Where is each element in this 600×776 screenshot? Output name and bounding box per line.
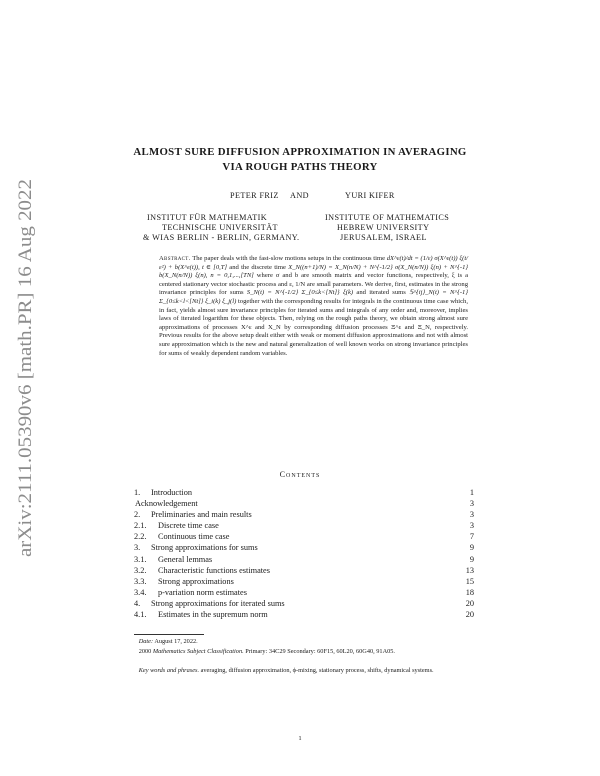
toc-entry-title: Continuous time case [158, 532, 230, 542]
toc-entry-number: 3.4. [134, 587, 147, 597]
toc-entry-title: Discrete time case [158, 521, 219, 531]
toc-entry-number: 1. [134, 488, 141, 497]
toc-entry-title: Strong approximations for iterated sums [151, 598, 285, 608]
toc-entry-number: 3. [134, 543, 141, 553]
toc-entry-title: Characteristic functions estimates [158, 565, 270, 575]
toc-entry[interactable] [134, 520, 474, 531]
footnote-rule [134, 634, 204, 635]
toc-entry-title: General lemmas [158, 554, 213, 564]
paper-title-line-2: VIA ROUGH PATHS THEORY [222, 161, 378, 173]
toc-entry-title: Strong approximations for sums [151, 543, 258, 553]
affiliation-right-line-1: INSTITUTE OF MATHEMATICS [325, 213, 450, 222]
toc-entry-title: Introduction [151, 488, 193, 497]
toc-entry-page: 20 [465, 598, 474, 608]
toc-entry-page: 3 [469, 499, 474, 509]
author-conjunction: AND [290, 191, 309, 200]
page-number: 1 [298, 735, 302, 742]
affiliation-left-line-3: & WIAS BERLIN - BERLIN, GERMANY. [143, 233, 300, 242]
footnote-msc-text: Primary: 34C29 Secondary: 60F15, 60L20, 60G40, 91A05. [245, 648, 395, 655]
toc-entry-page: 3 [469, 521, 474, 531]
toc-entry-page: 15 [465, 576, 474, 586]
toc-entry-number: 2.2. [134, 532, 147, 542]
abstract-text-2: and the discrete time [227, 263, 289, 271]
toc-entry-page: 9 [469, 543, 474, 553]
toc-entry-title: Estimates in the supremum norm [158, 610, 268, 620]
toc-entry-title: Strong approximations [158, 576, 234, 586]
paper-title-line-1: ALMOST SURE DIFFUSION APPROXIMATION IN AVERAGING [133, 146, 467, 158]
toc-entry[interactable] [134, 587, 474, 598]
toc-entry-title: p-variation norm estimates [158, 587, 247, 597]
arxiv-stamp-text: arXiv:2111.05390v6 [math.PR] 16 Aug 2022 [15, 214, 36, 557]
toc-entry[interactable] [134, 609, 474, 620]
abstract-equation-sums: S_N(t) = N^{-1/2} Σ_{0≤k<[Nt]} ξ(k) [246, 289, 354, 297]
abstract-equation-iterated-sums: 𝕊^{ij}_N(t) = N^{-1} Σ_{0≤k<l<[Nt]} ξ_i(k) ξ_j(l) [159, 289, 468, 305]
toc-entry-title: Preliminaries and main results [151, 510, 252, 520]
toc-entry[interactable] [134, 531, 474, 542]
toc-entry-number: 2.1. [134, 521, 147, 531]
toc-entry-page: 13 [465, 565, 474, 575]
toc-entry[interactable] [134, 576, 474, 587]
toc-entry[interactable] [134, 598, 474, 609]
contents-heading: Contents [279, 470, 321, 479]
toc-entry[interactable] [134, 554, 474, 565]
toc-entry-page: 1 [469, 488, 474, 497]
affiliation-left-line-1: INSTITUT FÜR MATHEMATIK [147, 213, 268, 222]
footnote-date [134, 638, 474, 646]
toc-entry-page: 9 [469, 554, 474, 564]
toc-entry-page: 18 [465, 587, 474, 597]
abstract-text-5: together with the corresponding results for integrals in the continuous time case which, in fact, yields almost sure invariance principles for iterated sums and integrals of any order and, moreover, implies laws of iterated logarithm for these objects. Then, relying on the rough paths theory, we obtain strong almost sure approximations of processes X^ε and X_N by corresponding diffusion processes Ξ^ε and Ξ_N, respectively. Previous results for the above setup dealt either with weak or moment diffusion approximations and not with almost sure approximation which is the new and natural generalization of well known works on strong invariance principles for sums of weakly dependent random variables. [159, 297, 468, 357]
footnote-msc [134, 648, 474, 656]
author-name-2: YURI KIFER [345, 191, 395, 200]
toc-entry[interactable] [134, 509, 474, 520]
footnote-keywords [134, 667, 474, 675]
footnote-keywords-label: Key words and phrases. [138, 667, 200, 674]
affiliation-left-line-2: TECHNISCHE UNIVERSITÄT [162, 223, 278, 232]
toc-entry-page: 3 [469, 510, 474, 520]
toc-entry-number: 3.1. [134, 554, 147, 564]
footnote-date-label: Date: [138, 638, 154, 645]
arxiv-stamp [4, 172, 44, 562]
abstract-text-1: The paper deals with the fast-slow motions setups in the continuous time [192, 255, 387, 262]
toc-entry-page: 7 [469, 532, 474, 542]
footnote-date-value: August 17, 2022. [154, 638, 198, 645]
toc-entry-number: 2. [134, 510, 141, 520]
footnote-keywords-text: averaging, diffusion approximation, ϕ-mixing, stationary process, shifts, dynamical systems. [200, 667, 434, 674]
toc-entry[interactable] [134, 498, 474, 509]
toc-entry-number: 4.1. [134, 610, 147, 620]
affiliation-right-line-3: JERUSALEM, ISRAEL [340, 233, 427, 242]
footnote-msc-label: Mathematics Subject Classification. [152, 648, 244, 655]
abstract [159, 255, 468, 358]
toc-entry-number: 4. [134, 598, 141, 608]
abstract-equation-continuous: dX^ε(t)/dt = (1/ε) σ(X^ε(t)) ξ(t/ε²) + b(X^ε(t)), t ∈ [0,T] [159, 255, 468, 271]
author-name-1: PETER FRIZ [230, 191, 279, 200]
abstract-text-3: where σ and b are smooth matrix and vector functions, respectively, ξ is a centered stationary vector stochastic process and ε, 1/N are small parameters. We derive, first, estimates in the strong invariance principles for sums [159, 272, 469, 297]
toc-entry-title: Acknowledgement [135, 499, 198, 509]
table-of-contents [134, 487, 474, 620]
toc-entry-page: 20 [465, 610, 474, 620]
abstract-equation-discrete: X_N((n+1)/N) = X_N(n/N) + N^{-1/2} σ(X_N(n/N)) ξ(n) + N^{-1} b(X_N(n/N)) ξ(n), n = 0,1,...,[TN] [159, 263, 469, 280]
toc-entry[interactable] [134, 565, 474, 576]
toc-entry[interactable] [134, 487, 474, 498]
toc-entry-number: 3.2. [134, 565, 147, 575]
affiliation-right-line-2: HEBREW UNIVERSITY [337, 223, 430, 232]
abstract-label: Abstract. [159, 255, 191, 262]
footnote-msc-year: 2000 [138, 648, 152, 655]
toc-entry[interactable] [134, 542, 474, 553]
toc-entry-number: 3.3. [134, 576, 147, 586]
abstract-text-4: and iterated sums [353, 289, 410, 297]
